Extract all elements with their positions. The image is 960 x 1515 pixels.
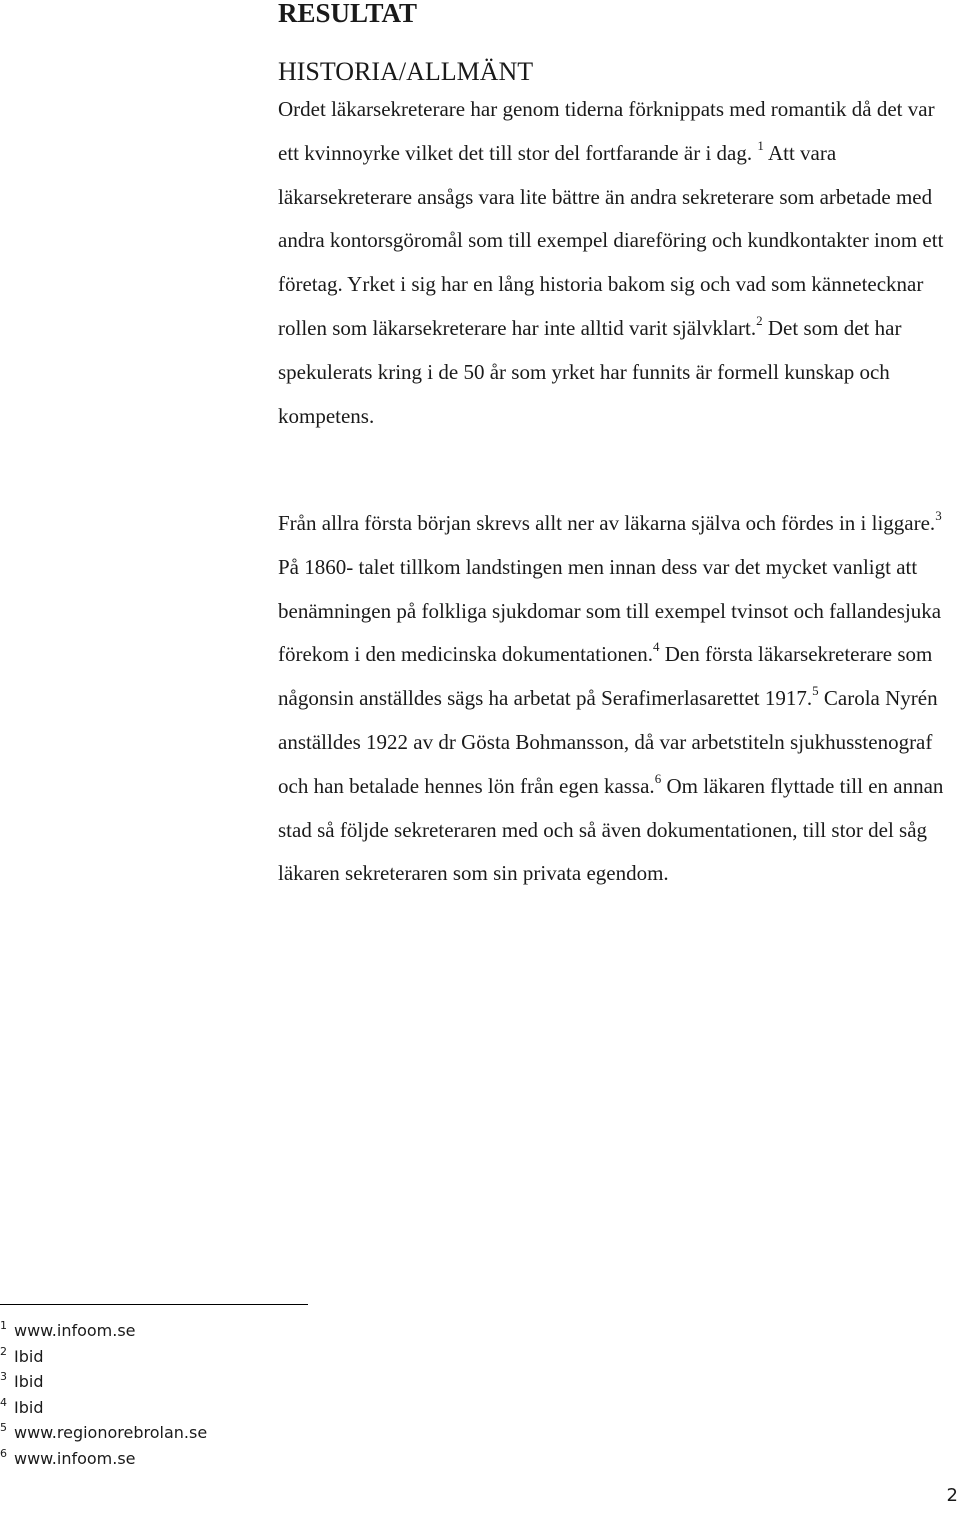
- paragraph-text: Om läkaren flyttade till en annan stad så följde sekreteraren med och så även dokumentationen, till stor del såg läkaren sekreteraren som sin privata egendom.: [278, 773, 944, 886]
- footnote-reference: 5: [812, 683, 819, 699]
- body-paragraph-2: [278, 502, 950, 896]
- paragraph-text: På 1860- talet tillkom landstingen men innan dess var det mycket vanligt att benämningen på folkliga sjukdomar som till exempel tvinsot och fallandesjuka förekom i den medicinska dokumentationen.: [278, 554, 942, 667]
- footnote-number: 6: [0, 1446, 7, 1460]
- footnote-number: 1: [0, 1319, 7, 1332]
- footnote-item: [0, 1369, 207, 1395]
- footnote-number: 5: [0, 1421, 7, 1435]
- page-title: RESULTAT: [278, 0, 418, 28]
- paragraph-text: Den första läkarsekreterare som någonsin anställdes sägs ha arbetat på Serafimerlasarettet 1917.: [278, 642, 933, 711]
- paragraph-text: Ordet läkarsekreterare har genom tiderna förknippats med romantik då det var ett kvinnoyrke vilket det till stor del fortfarande är i dag.: [278, 97, 935, 165]
- footnote-divider: [0, 1304, 308, 1305]
- footnote-item: [0, 1446, 207, 1472]
- footnote-reference: 3: [935, 508, 942, 523]
- footnote-item: [0, 1318, 207, 1344]
- footnote-reference: 4: [653, 639, 660, 655]
- footnote-number: 4: [0, 1395, 7, 1409]
- page-number: 2: [946, 1485, 958, 1506]
- paragraph-text: Att vara läkarsekreterare ansågs vara lite bättre än andra sekreterare som arbetade med andra kontorsgöromål som till exempel diareföring och kundkontakter inom ett företag. Yrket i sig har en lång historia bakom sig och vad som kännetecknar rollen som läkarsekreterare har inte alltid varit självklart.: [278, 140, 944, 340]
- footnote-item: [0, 1395, 207, 1421]
- footnote-text: Ibid: [14, 1346, 44, 1366]
- footnote-text: www.regionorebrolan.se: [14, 1423, 208, 1443]
- footnote-reference: 2: [756, 312, 763, 328]
- paragraph-text: Carola Nyrén anställdes 1922 av dr Gösta Bohmansson, då var arbetstiteln sjukhusstenograf och han betalade hennes lön från egen kassa.: [278, 686, 938, 798]
- footnote-reference: 6: [654, 770, 662, 786]
- footnote-text: www.infoom.se: [14, 1321, 136, 1340]
- footnote-item: [0, 1420, 207, 1446]
- footnote-number: 3: [0, 1370, 7, 1384]
- footnote-text: www.infoom.se: [14, 1448, 136, 1468]
- paragraph-text: Det som det har spekulerats kring i de 50 år som yrket har funnits är formell kunskap och kompetens.: [278, 315, 902, 428]
- footnote-reference: 1: [757, 137, 764, 153]
- body-paragraph-1: [278, 88, 950, 438]
- footnote-item: [0, 1344, 207, 1370]
- paragraph-text: Från allra första början skrevs allt ner av läkarna själva och fördes in i liggare.: [278, 511, 936, 535]
- footnote-number: 2: [0, 1344, 7, 1358]
- footnote-text: Ibid: [14, 1397, 44, 1417]
- footnote-text: Ibid: [14, 1372, 44, 1392]
- footnote-list: [0, 1318, 207, 1472]
- section-heading: HISTORIA/ALLMÄNT: [278, 57, 534, 86]
